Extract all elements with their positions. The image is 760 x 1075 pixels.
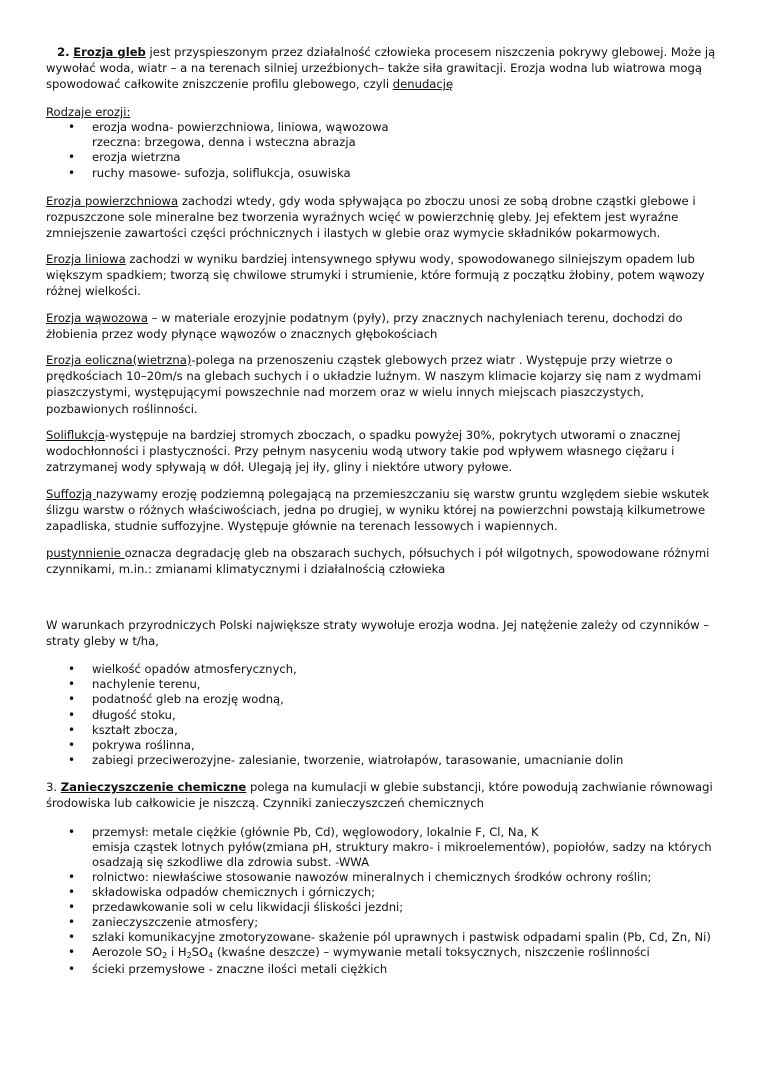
list-item: • zanieczyszczenie atmosfery;: [46, 915, 718, 930]
list-item: • przemysł: metale ciężkie (głównie Pb, Cd), węglowodory, lokalnie F, Cl, Na, K emisja cząstek lotnych pyłów(zmiana pH, struktury makro- i mikroelementów), popiołów, sadzy na których osadzają się szkodliwe dla zdrowia subst. -WWA: [46, 825, 718, 870]
list-item: • szlaki komunikacyjne zmotoryzowane- skażenie pól uprawnych i pastwisk odpadami spalin (Pb, Cd, Zn, Ni): [46, 930, 718, 945]
list-item: • Aerozole $SO_2$ i $H_2SO_4$ (kwaśne deszcze) – wymywanie metali toksycznych, niszczenie roślinności: [46, 944, 718, 961]
list-item: • erozja wietrzna: [46, 150, 718, 165]
erosion-factors-list: [46, 662, 718, 768]
definition-gully-erosion: Erozja wąwozowa – w materiale erozyjnie podatnym (pyły), przy znacznych nachyleniach terenu, dochodzi do żłobienia przez wody płynące wąwozów o znacznych głębokościach: [46, 311, 683, 342]
section-number: 2: [57, 45, 66, 59]
erosion-types-heading: Rodzaje erozji:: [46, 105, 131, 119]
section-term: Zanieczyszczenie chemiczne: [60, 780, 247, 794]
section-erosion-intro: 2. Erozja gleb jest przyspieszonym przez działalność człowieka procesem niszczenia pokrywy glebowej. Może ją wywołać woda, wiatr – a na terenach silniej urzeźbionych– także siła grawitacji. Erozja wodna lub wiatrowa mogą spowodować całkowite zniszczenie profilu glebowego, czyli denudację: [46, 45, 716, 92]
list-item: • kształt zbocza,: [46, 723, 718, 738]
list-item: • zabiegi przeciwerozyjne- zalesianie, tworzenie, wiatrołapów, tarasowanie, umacnianie dolin: [46, 753, 718, 768]
list-item: • pokrywa roślinna,: [46, 738, 718, 753]
definition-surface-erosion: Erozja powierzchniowa zachodzi wtedy, gdy woda spływająca po zboczu unosi ze sobą drobne cząstki glebowe i rozpuszczone sole mineralne bez tworzenia wyraźnych wcięć w powierzchnię gleby. Jej efektem jest wyraźne zmniejszenie zawartości części próchnicznych i ilastych w glebie oraz wymycie składników pokarmowych.: [46, 194, 696, 241]
list-item: • wielkość opadów atmosferycznych,: [46, 662, 718, 677]
section-chemical-pollution-intro: 3. Zanieczyszczenie chemiczne polega na kumulacji w glebie substancji, które powodują zachwianie równowagi środowiska lub całkowicie je niszczą. Czynniki zanieczyszczeń chemicznych: [46, 780, 713, 811]
definition-suffosion: Suffozją nazywamy erozję podziemną polegającą na przemieszczaniu się warstw gruntu względem siebie wskutek ślizgu warstw o różnych właściwościach, jedna po drugiej, w wyniku której na powierzchni powstają kilkumetrowe zapadliska, studnie suffozyjne. Występuje głównie na terenach lessowych i wapiennych.: [46, 487, 710, 534]
section-term: Erozja gleb: [73, 45, 146, 59]
list-item: • długość stoku,: [46, 708, 718, 723]
definition-desertification: pustynnienie oznacza degradację gleb na obszarach suchych, półsuchych i pół wilgotnych, spowodowane różnymi czynnikami, m.in.: zmianami klimatycznymi i działalnością człowieka: [46, 546, 710, 577]
chemical-factors-list-cont: [46, 944, 718, 978]
list-item: rzeczna: brzegowa, denna i wsteczna abrazja: [92, 135, 356, 150]
denudation-term: denudację: [392, 77, 454, 92]
list-item: • rolnictwo: niewłaściwe stosowanie nawozów mineralnych i chemicznych środków ochrony roślin;: [46, 870, 718, 885]
section-intro-text: jest przyspieszonym przez działalność człowieka procesem niszczenia pokrywy glebowej. Może ją wywołać woda, wiatr – a na terenach silniej urzeźbionych– także siła grawitacji. Erozja wodna lub wiatrowa mogą spowodować całkowite zniszczenie profilu glebowego, czyli: [46, 45, 716, 92]
erosion-types-list: [46, 120, 718, 181]
list-item: • erozja wodna- powierzchniowa, liniowa, wąwozowa: [46, 120, 718, 135]
list-item: • ścieki przemysłowe - znaczne ilości metali ciężkich: [46, 961, 718, 978]
list-item: • przedawkowanie soli w celu likwidacji śliskości jezdni;: [46, 900, 718, 915]
list-item: • składowiska odpadów chemicznych i górniczych;: [46, 885, 718, 900]
definition-wind-erosion: Erozja eoliczna(wietrzna)-polega na przenoszeniu cząstek glebowych przez wiatr . Występuje przy wietrze o prędkościach 10–20m/s na glebach suchych i o układzie luźnym. W naszym klimacie kojarzy się nam z wydmami piaszczystymi, występującymi powszechnie nad morzem oraz w wielu innych miejscach piaszczystych, pozbawionych roślinności.: [46, 353, 702, 416]
definition-solifluction: Soliflukcja-występuje na bardziej stromych zboczach, o spadku powyżej 30%, pokrytych utworami o znacznej wodochłonności i plastyczności. Przy pełnym nasyceniu wodą utwory takie pod wpływem własnego ciężaru i zatrzymanej wody spływają w dół. Ulegają jej iły, gliny i niektóre utwory pyłowe.: [46, 428, 681, 475]
section-number: 3.: [46, 780, 61, 794]
definition-linear-erosion: Erozja liniowa zachodzi w wyniku bardziej intensywnego spływu wody, spowodowanego silniejszym opadem lub większym spadkiem; tworzą się chwilowe strumyki i strumienie, które formują z początku żłobiny, potem wąwozy różnej wielkości.: [46, 252, 705, 299]
list-item: • nachylenie terenu,: [46, 677, 718, 692]
chemical-factors-list: [46, 825, 718, 945]
list-item: • podatność gleb na erozję wodną,: [46, 692, 718, 707]
list-item: • ruchy masowe- sufozja, soliflukcja, osuwiska: [46, 166, 718, 181]
water-erosion-conditions: W warunkach przyrodniczych Polski największe straty wywołuje erozja wodna. Jej natężenie zależy od czynników –straty gleby w t/ha,: [46, 618, 710, 649]
